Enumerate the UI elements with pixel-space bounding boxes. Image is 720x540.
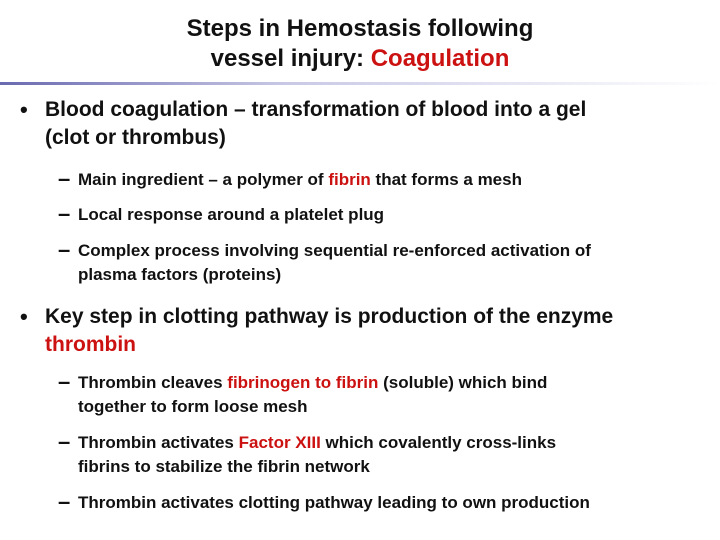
sub-text: Local response around a platelet plug <box>78 205 385 224</box>
sub-text-part: (soluble) which bind <box>378 373 548 392</box>
bullet-coagulation <box>20 96 710 152</box>
sub-text-part: Thrombin cleaves <box>78 373 228 392</box>
bullet-line: Key step in clotting pathway is production of the enzyme <box>45 305 614 328</box>
sub-text-part: Thrombin activates <box>78 433 239 452</box>
sub-text <box>78 168 708 192</box>
sub-text <box>78 431 708 479</box>
title-line-2 <box>0 44 720 74</box>
bullet-text <box>45 303 710 359</box>
sub-text-part: which covalently cross-links <box>320 433 557 452</box>
bullet-key-step <box>20 303 710 359</box>
sub-line: Complex process involving sequential re-enforced activation of <box>78 241 591 260</box>
sub-line: plasma factors (proteins) <box>78 265 282 284</box>
sub-marker: – <box>58 429 71 454</box>
sub-line: together to form loose mesh <box>78 397 308 416</box>
bullet-marker: • <box>20 304 28 329</box>
sub-marker: – <box>58 489 71 514</box>
highlight-thrombin: thrombin <box>45 333 136 356</box>
bullet-line: Blood coagulation – transformation of blood into a gel <box>45 98 587 121</box>
sub-marker: – <box>58 166 71 191</box>
sub-text: Thrombin activates clotting pathway leading to own production <box>78 493 590 512</box>
sub-text-part: Main ingredient – a polymer of <box>78 170 329 189</box>
sub-line: fibrins to stabilize the fibrin network <box>78 457 370 476</box>
bullet-text <box>45 96 710 152</box>
bullet-marker: • <box>20 97 28 122</box>
sub-line <box>78 371 708 395</box>
sub-text <box>78 371 708 419</box>
sub-text <box>78 239 708 287</box>
sub-text-part: that forms a mesh <box>370 170 522 189</box>
highlight-factor-xiii: Factor XIII <box>238 433 321 452</box>
title-line-1: Steps in Hemostasis following <box>186 15 534 42</box>
slide-title <box>0 14 720 74</box>
title-divider <box>0 82 720 85</box>
sub-marker: – <box>58 369 71 394</box>
title-accent: Coagulation <box>370 45 510 72</box>
sub-marker: – <box>58 201 71 226</box>
bullet-line: (clot or thrombus) <box>45 126 226 149</box>
title-line-2-text: vessel injury: <box>210 45 371 72</box>
sub-line <box>78 431 708 455</box>
highlight-fibrinogen: fibrinogen to fibrin <box>227 373 379 392</box>
highlight-fibrin: fibrin <box>328 170 371 189</box>
sub-marker: – <box>58 237 71 262</box>
